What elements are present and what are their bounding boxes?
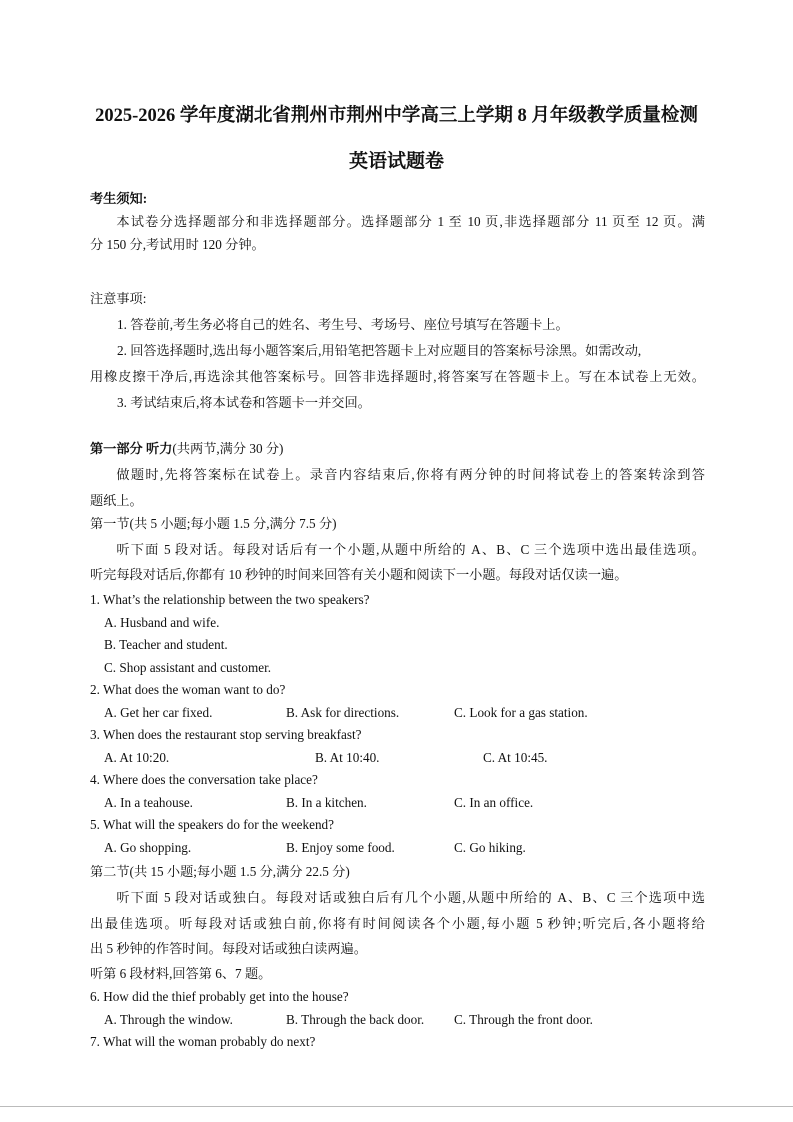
section2-heading: 第二节(共 15 小题;每小题 1.5 分,满分 22.5 分) [90, 864, 350, 879]
question-stem: 6. How did the thief probably get into the house? [90, 989, 349, 1004]
option: C. At 10:45. [483, 749, 548, 765]
option: B. Teacher and student. [104, 637, 228, 652]
part1-intro: 做题时,先将答案标在试卷上。录音内容结束后,你将有两分钟的时间将试卷上的答案转涂到答 [116, 467, 705, 482]
option: C. Go hiking. [454, 839, 526, 855]
part1-intro: 题纸上。 [90, 493, 143, 508]
option: A. Get her car fixed. [104, 704, 213, 720]
question-stem: 7. What will the woman probably do next? [90, 1034, 316, 1049]
attention-item: 3. 考试结束后,将本试卷和答题卡一并交回。 [117, 395, 371, 410]
option: C. Through the front door. [454, 1011, 593, 1027]
part1-heading-bold: 第一部分 听力 [90, 441, 173, 456]
option: A. Husband and wife. [104, 614, 220, 630]
notice-line: 分 150 分,考试用时 120 分钟。 [90, 237, 265, 252]
option: B. Enjoy some food. [286, 839, 395, 855]
option-row [90, 701, 705, 724]
section1-heading: 第一节(共 5 小题;每小题 1.5 分,满分 7.5 分) [90, 516, 337, 531]
option: B. At 10:40. [315, 749, 380, 765]
section2-intro: 出 5 秒钟的作答时间。每段对话或独白读两遍。 [90, 941, 367, 956]
section2 [90, 860, 705, 985]
option: A. Go shopping. [104, 839, 192, 855]
exam-title: 2025-2026 学年度湖北省荆州市荆州中学高三上学期 8 月年级教学质量检测 [95, 106, 698, 126]
option: B. In a kitchen. [286, 794, 367, 810]
notice-heading: 考生须知: [90, 191, 148, 206]
attention-section [90, 287, 705, 414]
option-row [90, 746, 705, 769]
questions-section-2 [90, 985, 705, 1053]
question-stem: 4. Where does the conversation take place? [90, 772, 318, 787]
part1-heading [90, 437, 705, 460]
option: C. Look for a gas station. [454, 704, 588, 720]
part1-section [90, 437, 705, 586]
attention-item: 用橡皮擦干净后,再选涂其他答案标号。回答非选择题时,将答案写在答题卡上。写在本试卷上无效。 [90, 369, 705, 384]
section1-intro: 听下面 5 段对话。每段对话后有一个小题,从题中所给的 A、B、C 三个选项中选出最佳选项。 [116, 542, 705, 557]
section2-intro: 出最佳选项。听每段对话或独白前,你将有时间阅读各个小题,每小题 5 秒钟;听完后,各小题将给 [90, 916, 705, 931]
attention-item: 1. 答卷前,考生务必将自己的姓名、考生号、考场号、座位号填写在答题卡上。 [117, 317, 569, 332]
option-row [90, 836, 705, 859]
option: A. At 10:20. [104, 749, 170, 765]
question-stem: 2. What does the woman want to do? [90, 682, 286, 697]
page-bottom-rule [0, 1106, 793, 1107]
attention-item: 2. 回答选择题时,选出每小题答案后,用铅笔把答题卡上对应题目的答案标号涂黑。如需改动, [117, 343, 642, 358]
option-row [90, 1008, 705, 1031]
questions-section-1 [90, 588, 705, 858]
notice-section [90, 187, 705, 256]
exam-subtitle: 英语试题卷 [348, 151, 444, 172]
option: B. Ask for directions. [286, 704, 400, 720]
question-stem: 3. When does the restaurant stop serving breakfast? [90, 727, 362, 742]
question-stem: 5. What will the speakers do for the weekend? [90, 817, 335, 832]
part1-heading-rest: (共两节,满分 30 分) [172, 441, 284, 456]
section2-material: 听第 6 段材料,回答第 6、7 题。 [90, 966, 272, 981]
section2-intro: 听下面 5 段对话或独白。每段对话或独白后有几个小题,从题中所给的 A、B、C 三个选项中选 [116, 890, 705, 905]
option: C. Shop assistant and customer. [104, 659, 272, 675]
question-stem: 1. What’s the relationship between the two speakers? [90, 592, 370, 607]
option: A. Through the window. [104, 1011, 233, 1027]
option: A. In a teahouse. [104, 794, 193, 810]
option: C. In an office. [454, 794, 534, 810]
option: B. Through the back door. [286, 1011, 425, 1027]
section1-intro: 听完每段对话后,你都有 10 秒钟的时间来回答有关小题和阅读下一小题。每段对话仅读一遍。 [90, 567, 628, 582]
attention-heading: 注意事项: [90, 291, 147, 306]
notice-line: 本试卷分选择题部分和非选择题部分。选择题部分 1 至 10 页,非选择题部分 11 页至 12 页。满 [116, 214, 705, 229]
option-row [90, 791, 705, 814]
